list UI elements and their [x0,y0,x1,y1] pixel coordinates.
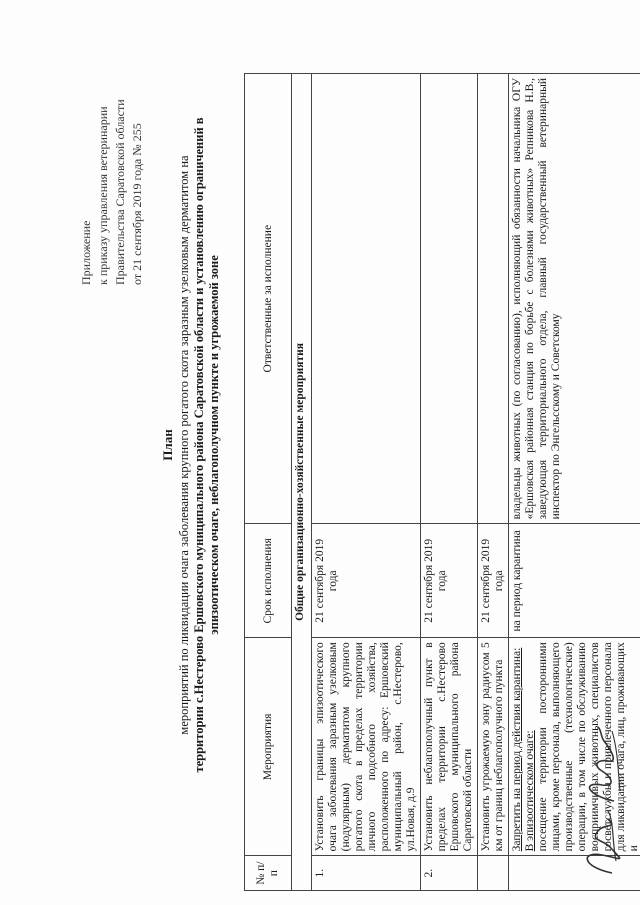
row-term: 21 сентября 2019 года [312,524,421,638]
row-responsible [312,74,421,524]
document-title [160,55,222,835]
appendix-line-1: Приложение [79,220,93,285]
header-activity: Мероприятия [245,638,292,856]
section-title: Общие организационно-хозяйственные мероприятия [292,74,312,891]
appendix-line-3: Правительства Саратовской области [113,99,127,285]
appendix-header [78,25,146,285]
title-line-3: эпизоотическом очаге, неблагополучном пункте и угрожаемой зоне [207,255,221,635]
row-responsible [421,74,478,524]
row-term: 21 сентября 2019 года [421,524,478,638]
row-num: 2. [421,856,478,891]
title-plan: План [160,429,175,461]
quarantine-text: посещение территории посторонними лицами, кроме персонала, выполняющего производственные (технологические) операции, в том числе по обслуживанию восприимчивых животных, специалистов госветслужбы и привлеченного персонала для ликвидации очага, лиц, проживающих и [537,642,640,852]
quarantine-heading: Запретить на период действия карантина: [511,647,523,852]
row-activity: Установить границы эпизоотического очага заболевания заразным узелковым (нодулярным) дерматитом крупного рогатого скота в пределах территории личного подсобного хозяйства, расположенного по адресу: Ершовский муниципальный район, с.Нестерово, ул.Новая, д.9 [312,638,421,856]
row-activity: Установить неблагополучный пункт в пределах территории с.Нестерово Ершовского муниципального района Саратовской области [421,638,478,856]
quarantine-subheading: В эпизоотическом очаге: [524,730,536,852]
header-num: № п/п [245,856,292,891]
row-responsible: владельцы животных (по согласованию), исполняющий обязанности начальника ОГУ «Ершовская районная станция по борьбе с болезнями животных» Репникова Н.В., заведующая территориального отдела, главный государственный ветеринарный инспектор по Энгельсскому и Советскому [509,74,640,524]
title-line-1: мероприятий по ликвидации очага заболевания крупного рогатого скота заразным узелковым дерматитом на [177,155,191,735]
table-row [312,74,421,891]
table-row [478,74,509,891]
row-num [478,856,509,891]
row-num: 1. [312,856,421,891]
section-row [292,74,312,891]
row-term: на период карантина [509,524,640,638]
handwritten-signature [572,721,632,881]
row-term: 21 сентября 2019 года [478,524,509,638]
header-term: Срок исполнения [245,524,292,638]
appendix-line-4: от 21 сентября 2019 года № 255 [130,123,144,285]
table-row [421,74,478,891]
table-header-row [245,74,292,891]
title-line-2: территории с.Нестерово Ершовского муниципального района Саратовской области и установлению ограничений в [192,117,206,773]
header-responsible: Ответственные за исполнение [245,74,292,524]
appendix-line-2: к приказу управления ветеринарии [96,106,110,285]
row-activity: Установить угрожаемую зону радиусом 5 км от границ неблагополучного пункта [478,638,509,856]
row-responsible [478,74,509,524]
